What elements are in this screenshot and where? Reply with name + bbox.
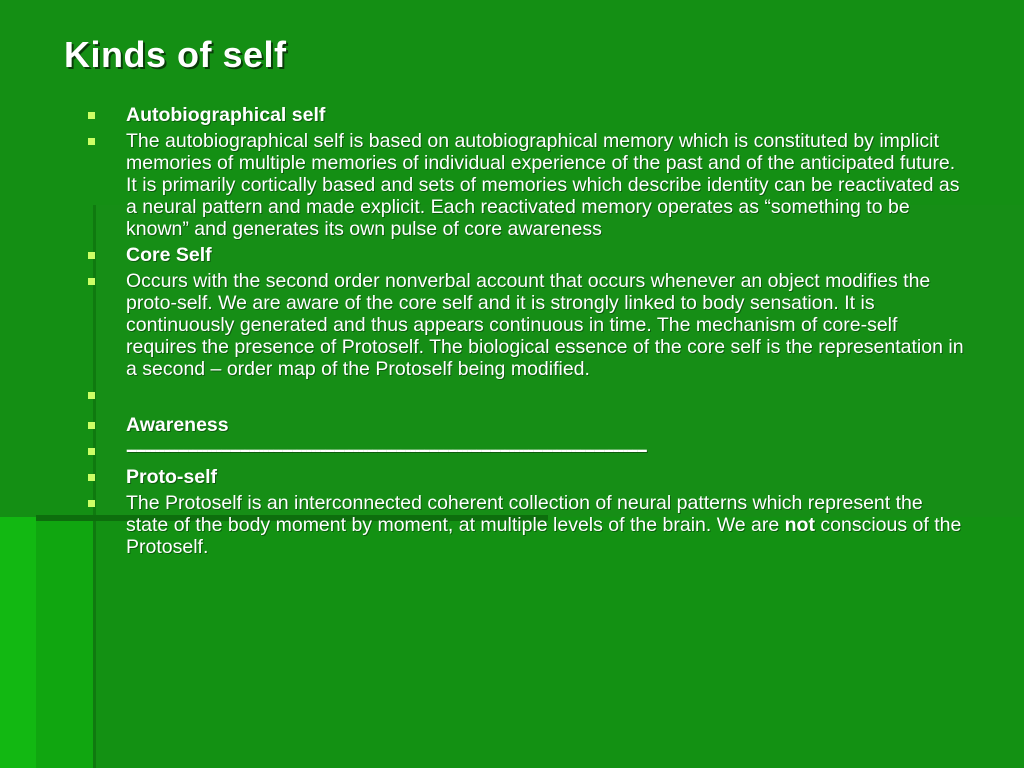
proto-self-description: The Protoself is an interconnected coherent collection of neural patterns which represent the state of the body moment by moment, at multiple levels of the brain. We are not conscious of the Protoself. (126, 492, 962, 558)
bullet-icon (88, 112, 95, 119)
core-self-description: Occurs with the second order nonverbal account that occurs whenever an object modifies the proto-self. We are aware of the core self and it is strongly linked to body sensation. It is continuously generated and thus appears continuous in time. The mechanism of core-self requires the presence of Protoself. The biological essence of the core self is the representation in a second – order map of the Protoself being modified. (126, 270, 964, 380)
list-item (88, 130, 968, 240)
dashed-separator: -------------------------------------------------------------------------------------------------------------- (126, 440, 646, 461)
list-item (88, 244, 968, 266)
bullet-icon (88, 448, 95, 455)
bullet-icon (88, 252, 95, 259)
list-item (88, 492, 968, 558)
bullet-icon (88, 278, 95, 285)
autobiographical-self-description: The autobiographical self is based on autobiographical memory which is constituted by implicit memories of multiple memories of individual experience of the past and of the anticipated future. It is primarily cortically based and sets of memories which describe identity can be reactivated as a neural pattern and made explicit. Each reactivated memory operates as “something to be known” and generates its own pulse of core awareness (126, 130, 960, 240)
background-left-strip (0, 517, 36, 768)
heading-proto-self: Proto-self (126, 466, 218, 488)
bullet-icon (88, 422, 95, 429)
list-item (88, 270, 968, 380)
bullet-icon (88, 138, 95, 145)
list-item-empty (88, 384, 968, 406)
heading-autobiographical-self: Autobiographical self (126, 104, 326, 126)
bullet-icon (88, 500, 95, 507)
heading-core-self: Core Self (126, 244, 212, 266)
list-item (88, 104, 968, 126)
slide-title: Kinds of self (64, 34, 287, 75)
list-item (88, 440, 968, 462)
bullet-icon (88, 474, 95, 481)
background-left-strip-inner (36, 517, 94, 768)
list-item (88, 414, 968, 436)
list-item (88, 466, 968, 488)
emphasis-not: not (784, 514, 815, 536)
heading-awareness: Awareness (126, 414, 229, 436)
bullet-list (88, 104, 968, 562)
bullet-icon (88, 392, 95, 399)
